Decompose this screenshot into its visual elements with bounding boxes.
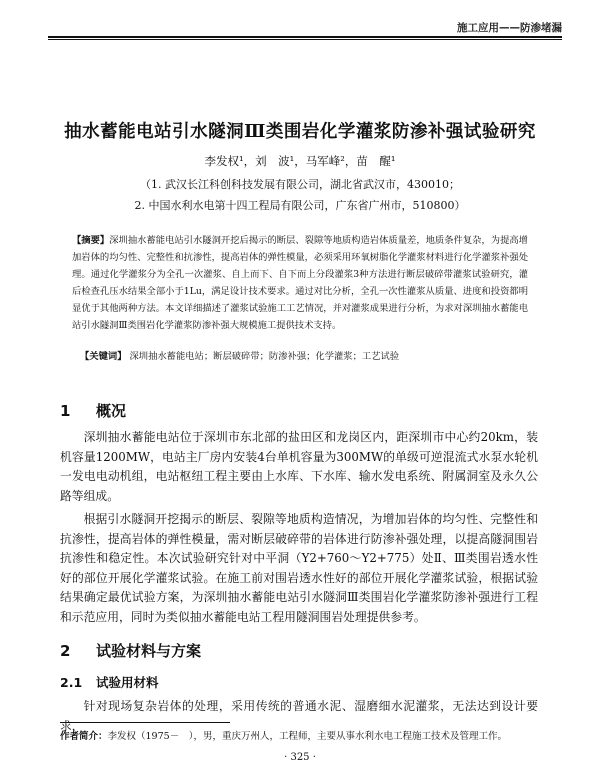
subsection-title: 试验用材料 — [96, 675, 159, 690]
page-number: · 325 · — [284, 752, 316, 763]
section-1-paragraph-2: 根据引水隧洞开挖揭示的断层、裂隙等地质构造情况，为增加岩体的均匀性、完整性和抗渗性，提高岩体的弹性模量，需对断层破碎带的岩体进行防渗补强处理，以提高隧洞围岩抗渗性和稳定性。本次试验研究针对中平洞（Y2+760～Y2+775）处Ⅱ、Ⅲ类围岩透水性好的部位开展化学灌浆试验。在施工前对围岩透水性好的部位开展化学灌浆试验，根据试验结果确定最优试验方案，为深圳抽水蓄能电站引水隧洞Ⅲ类围岩化学灌浆防渗补强进行工程和示范应用，同时为类似抽水蓄能电站工程用隧洞围岩处理提供参考。 — [60, 512, 538, 624]
author-list: 李发权¹，刘 波¹，马军峰²，苗 醒¹ — [204, 154, 396, 168]
abstract-label: 【摘要】 — [72, 235, 110, 246]
section-2-paragraph-1: 针对现场复杂岩体的处理，采用传统的普通水泥、湿磨细水泥灌浆，无法达到设计要求， — [60, 699, 538, 733]
section-title: 试验材料与方案 — [96, 642, 202, 660]
paper-title: 抽水蓄能电站引水隧洞Ⅲ类围岩化学灌浆防渗补强试验研究 — [64, 122, 536, 142]
section-1-heading — [60, 400, 126, 421]
footnote-rule — [60, 722, 230, 723]
subsection-number: 2.1 — [60, 675, 83, 690]
keywords-text: 深圳抽水蓄能电站；断层破碎带；防渗补强；化学灌浆；工艺试验 — [129, 351, 400, 362]
section-1-paragraph-1: 深圳抽水蓄能电站位于深圳市东北部的盐田区和龙岗区内，距深圳市中心约20km，装机容量1200MW，电站主厂房内安装4台单机容量为300MW的单级可逆混流式水泵水轮机一发电电动机组，电站枢纽工程主要由上水库、下水库、输水发电系统、附属洞室及永久公路等组成。 — [60, 430, 538, 503]
subsection-2-1-heading — [60, 673, 159, 691]
keywords-label: 【关键词】 — [80, 351, 127, 362]
section-number: 2 — [60, 642, 71, 660]
section-title: 概况 — [96, 402, 127, 420]
keywords — [80, 348, 530, 362]
header-rule-thin — [48, 39, 562, 40]
affiliation-1: （1. 武汉长江科创科技发展有限公司，湖北省武汉市，430010； — [140, 178, 460, 191]
author-footnote — [60, 728, 507, 742]
abstract-text: 深圳抽水蓄能电站引水隧洞开挖后揭示的断层、裂隙等地质构造岩体质量差，地质条件复杂，为提高增加岩体的均匀性、完整性和抗渗性，提高岩体的弹性模量，必须采用环氧树脂化学灌浆材料进行化学灌浆补强处理。通过化学灌浆分为全孔一次灌浆、自上而下、自下而上分段灌浆3种方法进行断层破碎带灌浆试验研究，灌后检查孔压水结果全部小于1Lu，满足设计技术要求。通过对比分析，全孔一次性灌浆从质量、进度和投资都明显优于其他两种方法。本文详细描述了灌浆试验施工工艺情况，并对灌浆成果进行分析，为求对深圳抽水蓄能电站引水隧洞Ⅲ类围岩化学灌浆防渗补强大规模施工提供技术支持。 — [72, 235, 528, 331]
section-number: 1 — [60, 402, 71, 420]
section-2-heading — [60, 640, 201, 661]
footnote-label: 作者简介： — [60, 731, 108, 742]
affiliation-2: 2. 中国水利水电第十四工程局有限公司，广东省广州市，510800） — [134, 199, 466, 212]
footnote-text: 李发权（1975－ ），男，重庆万州人，工程师，主要从事水利水电工程施工技术及管理工作。 — [107, 731, 507, 742]
running-header: 施工应用——防渗堵漏 — [457, 22, 562, 34]
abstract — [72, 232, 528, 334]
header-rule — [48, 36, 562, 38]
